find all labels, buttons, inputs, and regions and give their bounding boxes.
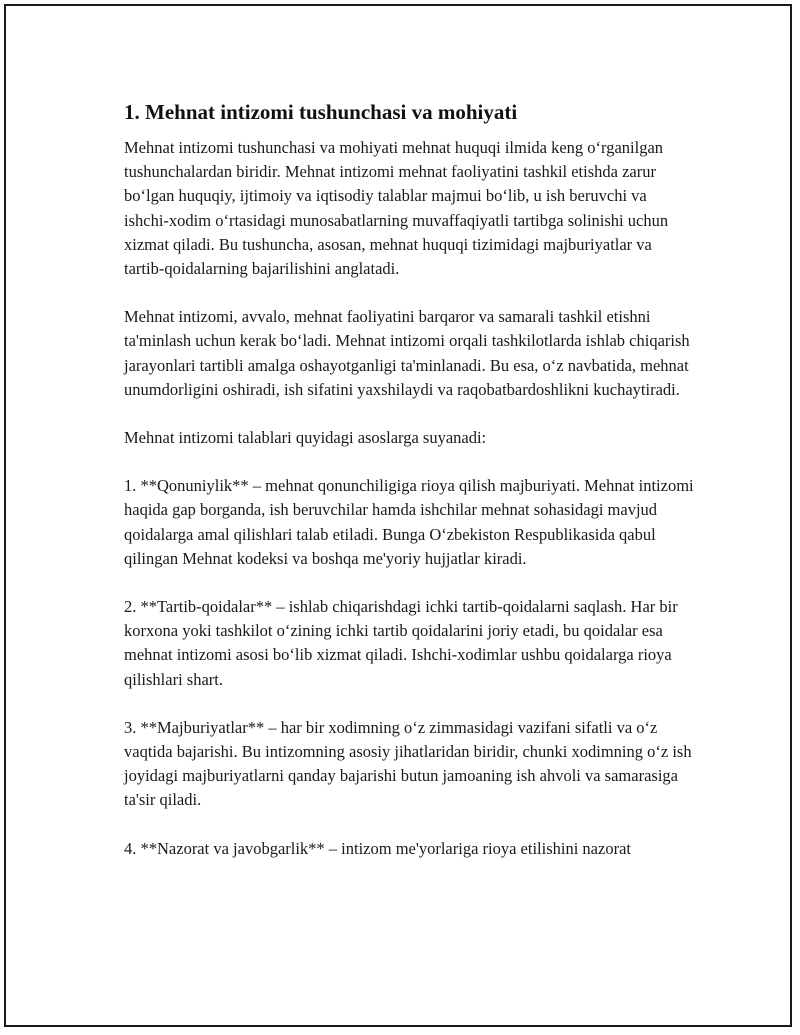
page-frame xyxy=(4,4,792,1027)
paragraph-purpose: Mehnat intizomi, avvalo, mehnat faoliyatini barqaror va samarali tashkil etishni ta'minlash uchun kerak bo‘ladi. Mehnat intizomi orqali tashkilotlarda ishlab chiqarish jarayonlari tartibli amalga oshayotganligi ta'minlanadi. Bu esa, o‘z navbatida, mehnat unumdorligini oshiradi, ish sifatini yaxshilaydi va raqobatbardoshlikni kuchaytiradi. xyxy=(124,307,690,399)
paragraph-requirements-lead: Mehnat intizomi talablari quyidagi asoslarga suyanadi: xyxy=(124,428,487,448)
document-body xyxy=(124,98,694,885)
list-item-obligations: 3. **Majburiyatlar** – har bir xodimning o‘z zimmasidagi vazifani sifatli va o‘z vaqtida bajarishi. Bu intizomning asosiy jihatlaridan biridir, chunki xodimning o‘z ish joyidagi majburiyatlarni qanday bajarishi butun jamoaning ish ahvoli va samarasiga ta'sir qiladi. xyxy=(124,717,692,810)
list-item-legality: 1. **Qonuniylik** – mehnat qonunchiligiga rioya qilish majburiyati. Mehnat intizomi haqida gap borganda, ish beruvchilar hamda ishchilar mehnat sohasidagi mavjud qoidalarga amal qilishlari talab etiladi. Bunga O‘zbekiston Respublikasida qabul qilingan Mehnat kodeksi va boshqa me'yoriy hujjatlar kiradi. xyxy=(124,476,694,568)
paragraph-intro: Mehnat intizomi tushunchasi va mohiyati mehnat huquqi ilmida keng o‘rganilgan tushunchalardan biridir. Mehnat intizomi mehnat faoliyatini tashkil etishda zarur bo‘lgan huquqiy, ijtimoiy va iqtisodiy talablar majmui bo‘lib, u ish beruvchi va ishchi-xodim o‘rtasidagi munosabatlarning muvaffaqiyatli tartibga solinishi uchun xizmat qiladi. Bu tushuncha, asosan, mehnat huquqi tizimidagi majburiyatlar va tartib-qoidalarning bajarilishini anglatadi. xyxy=(124,138,669,279)
section-heading: 1. Mehnat intizomi tushunchasi va mohiyati xyxy=(124,100,518,124)
list-item-control: 4. **Nazorat va javobgarlik** – intizom me'yorlariga rioya etilishini nazorat xyxy=(124,838,631,858)
list-item-rules: 2. **Tartib-qoidalar** – ishlab chiqarishdagi ichki tartib-qoidalarni saqlash. Har bir korxona yoki tashkilot o‘zining ichki tartib qoidalarini joriy etadi, bu qoidalar esa mehnat intizomi asosi bo‘lib xizmat qiladi. Ishchi-xodimlar ushbu qoidalarga rioya qilishlari shart. xyxy=(124,597,678,689)
